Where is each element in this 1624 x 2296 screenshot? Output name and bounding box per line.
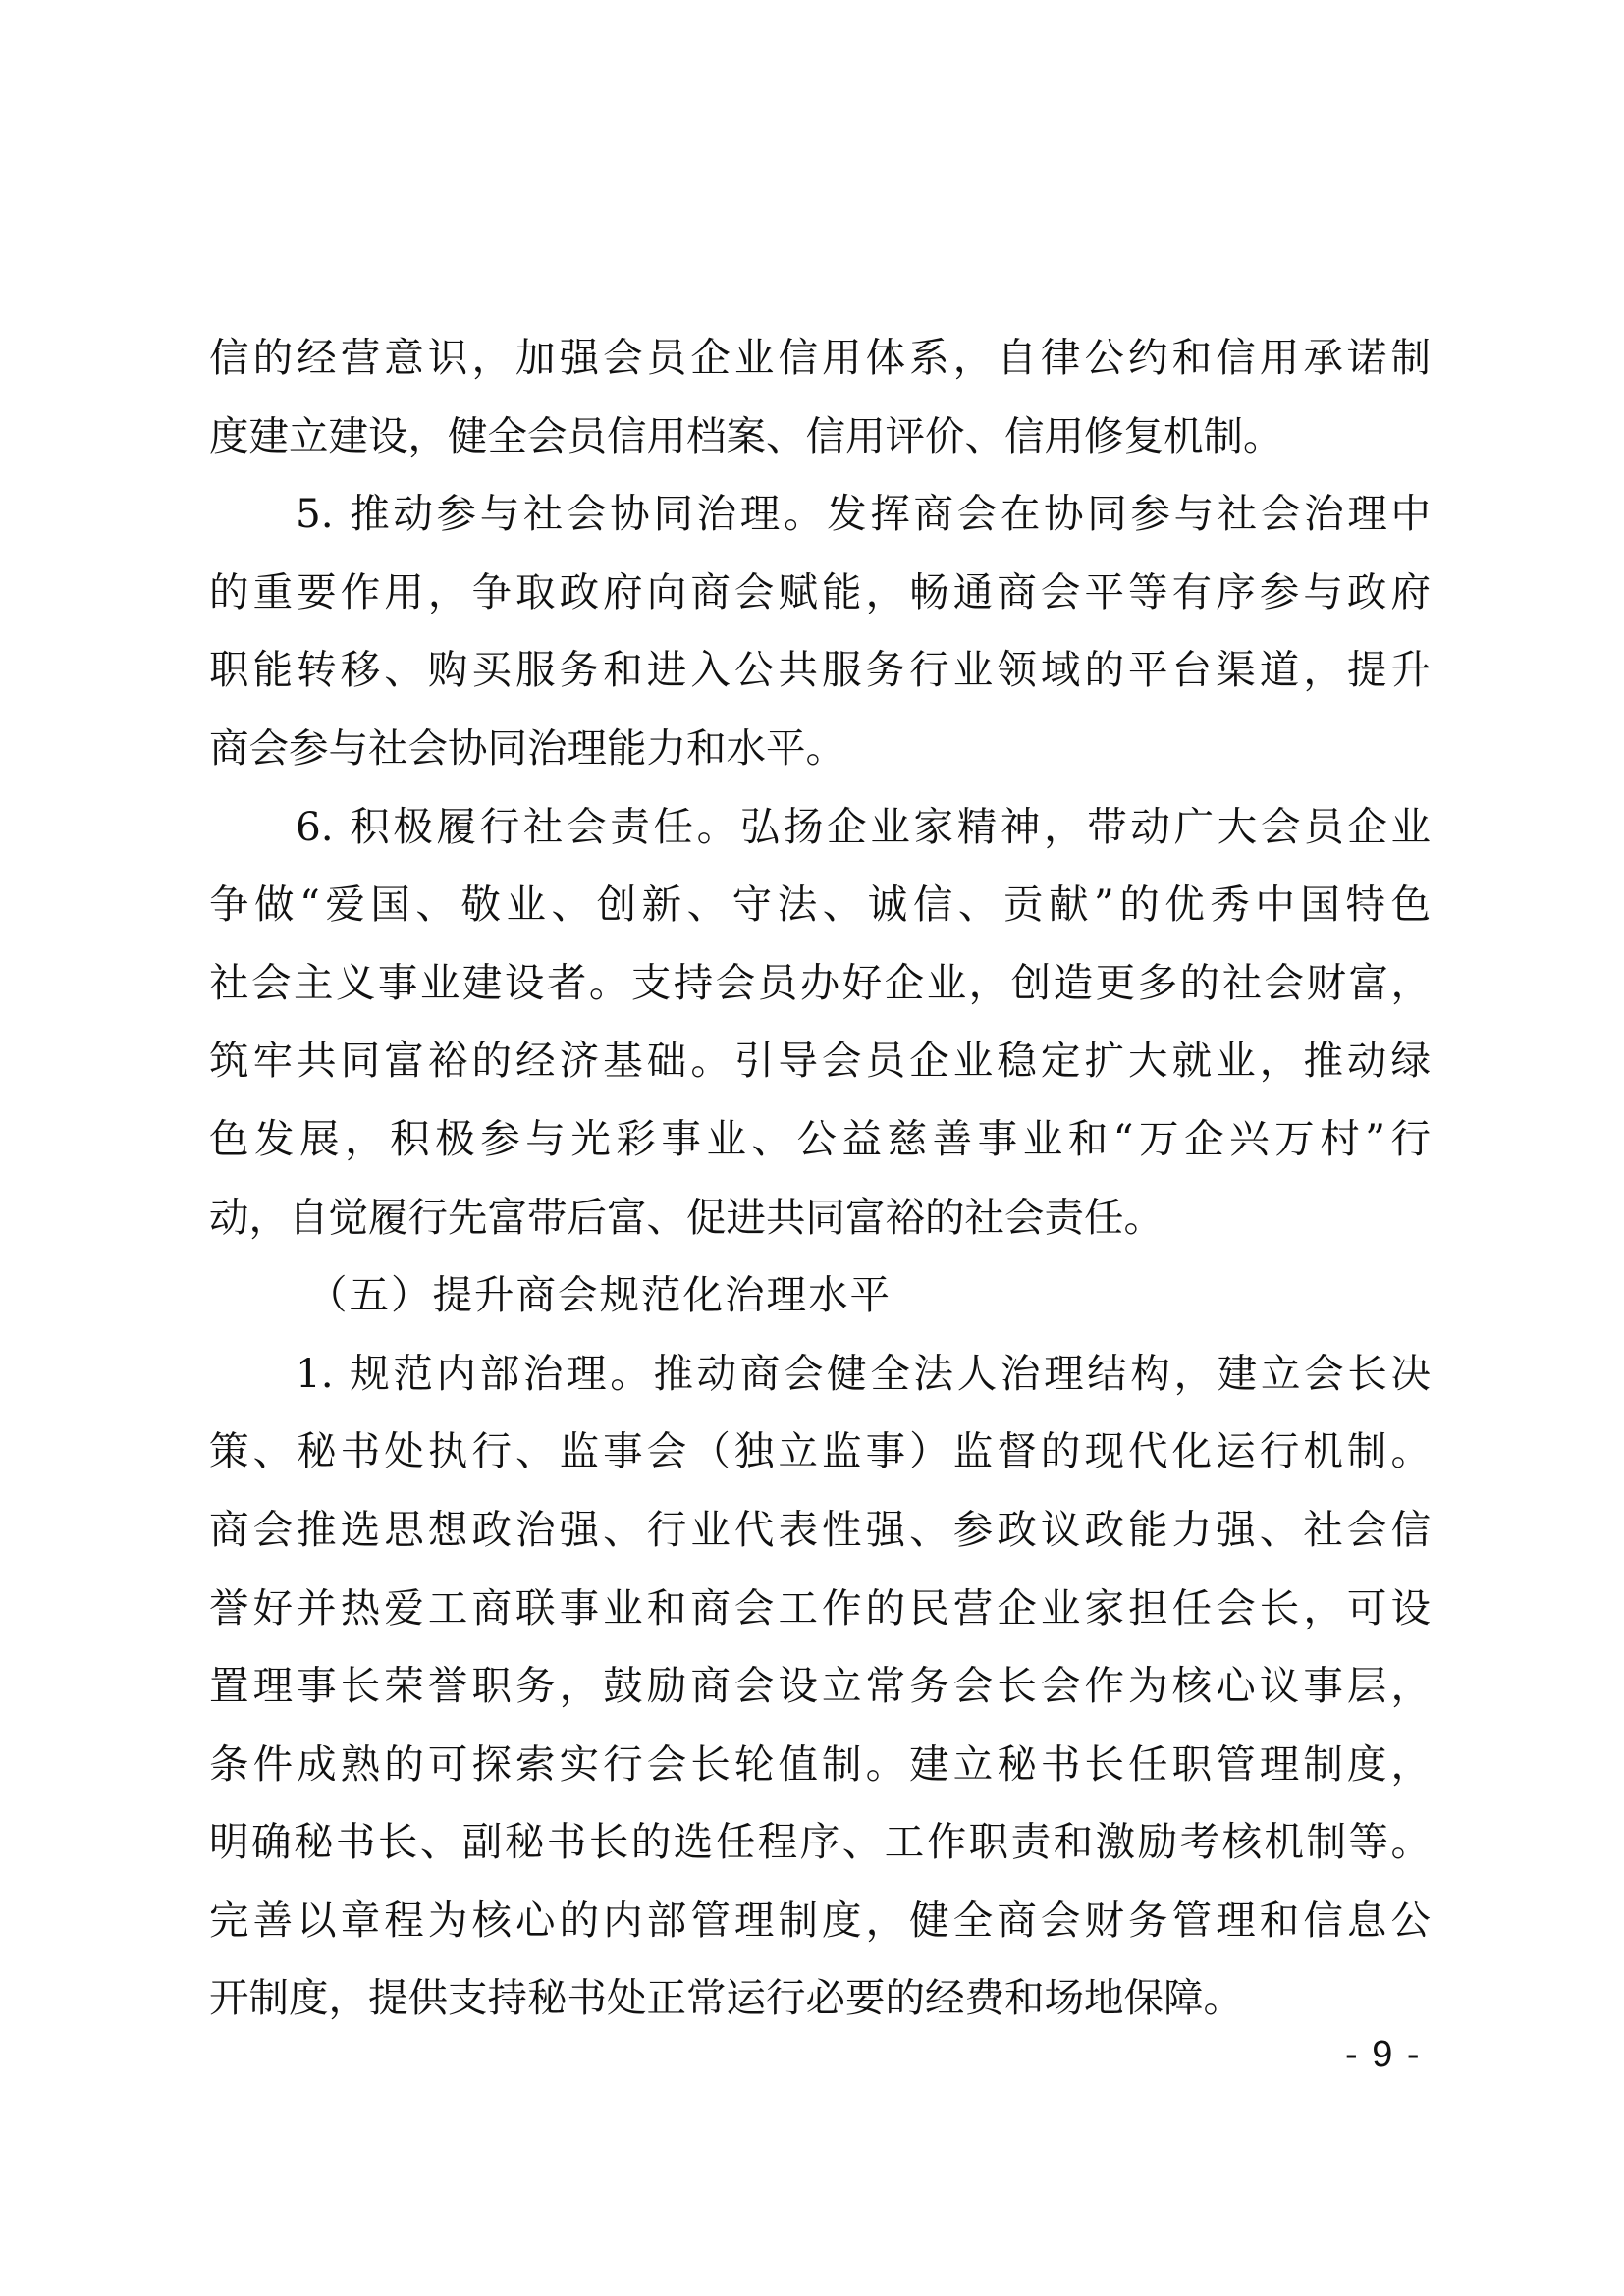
paragraph-1-first-line: 1. 规范内部治理。推动商会健全法人治理结构，建立会长决 xyxy=(296,1349,1431,1397)
text-line: 筑牢共同富裕的经济基础。引导会员企业稳定扩大就业，推动绿 xyxy=(209,1037,1431,1085)
body-text xyxy=(209,319,1431,2038)
text-line: 条件成熟的可探索实行会长轮值制。建立秘书长任职管理制度， xyxy=(209,1739,1431,1788)
text-line: 的重要作用，争取政府向商会赋能，畅通商会平等有序参与政府 xyxy=(209,567,1431,615)
text-line: 商会推选思想政治强、行业代表性强、参政议政能力强、社会信 xyxy=(209,1505,1431,1553)
text-line: 信的经营意识，加强会员企业信用体系，自律公约和信用承诺制 xyxy=(209,334,1431,381)
text-line: 明确秘书长、副秘书长的选任程序、工作职责和激励考核机制等。 xyxy=(209,1818,1431,1866)
text-line: 完善以章程为核心的内部管理制度，健全商会财务管理和信息公 xyxy=(209,1896,1431,1944)
text-line: 度建立建设，健全会员信用档案、信用评价、信用修复机制。 xyxy=(209,411,1283,459)
text-line: 开制度，提供支持秘书处正常运行必要的经费和场地保障。 xyxy=(209,1974,1243,2022)
paragraph-6-first-line: 6. 积极履行社会责任。弘扬企业家精神，带动广大会员企业 xyxy=(296,802,1431,850)
text-line: 社会主义事业建设者。支持会员办好企业，创造更多的社会财富， xyxy=(209,958,1431,1006)
section-heading: （五）提升商会规范化治理水平 xyxy=(307,1271,892,1319)
text-line: 争做“爱国、敬业、创新、守法、诚信、贡献”的优秀中国特色 xyxy=(209,881,1431,929)
text-line: 色发展，积极参与光彩事业、公益慈善事业和“万企兴万村”行 xyxy=(209,1114,1431,1162)
text-line: 职能转移、购买服务和进入公共服务行业领域的平台渠道，提升 xyxy=(209,646,1431,694)
text-line: 誉好并热爱工商联事业和商会工作的民营企业家担任会长，可设 xyxy=(209,1583,1431,1631)
page-number: - 9 - xyxy=(1345,2034,1422,2075)
text-line: 策、秘书处执行、监事会（独立监事）监督的现代化运行机制。 xyxy=(209,1427,1431,1475)
text-line: 置理事长荣誉职务，鼓励商会设立常务会长会作为核心议事层， xyxy=(209,1662,1431,1710)
text-line: 商会参与社会协同治理能力和水平。 xyxy=(209,723,845,772)
paragraph-5-first-line: 5. 推动参与社会协同治理。发挥商会在协同参与社会治理中 xyxy=(296,490,1431,538)
text-line: 动，自觉履行先富带后富、促进共同富裕的社会责任。 xyxy=(209,1193,1164,1241)
